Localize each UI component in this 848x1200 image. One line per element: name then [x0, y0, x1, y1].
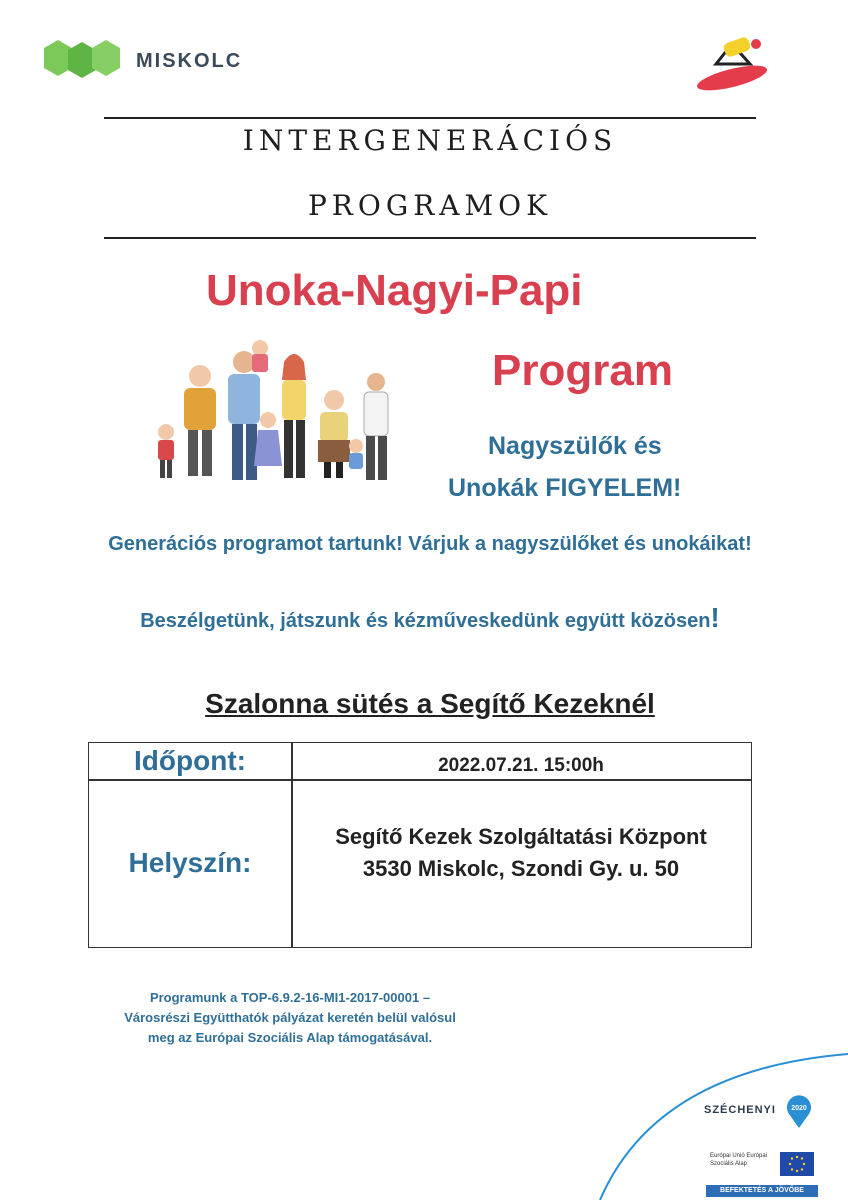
segito-kezek-logo-icon [694, 34, 770, 92]
activities-paragraph [80, 602, 780, 637]
city-name: MISKOLC [136, 50, 243, 72]
table-row-divider [89, 779, 751, 781]
eu-flag-icon [780, 1152, 814, 1176]
heading-line-2: PROGRAMOK [307, 189, 553, 222]
family-illustration [150, 336, 400, 488]
bottom-rule [104, 237, 756, 239]
funding-line-1: Programunk a TOP-6.9.2-16-MI1-2017-00001 – [149, 990, 431, 1005]
invest-banner: BEFEKTETÉS A JÖVŐBE [706, 1185, 818, 1197]
attention-line-1: Nagyszülők és [488, 432, 662, 460]
badge-year: 2020 [791, 1105, 807, 1112]
heading-line-1: INTERGENERÁCIÓS [242, 124, 618, 157]
invitation-paragraph: Generációs programot tartunk! Várjuk a nagyszülőket és unokáikat! [108, 533, 752, 555]
szechenyi-2020-badge-icon [786, 1094, 812, 1128]
place-label: Helyszín: [128, 847, 252, 878]
place-value [291, 821, 751, 885]
szechenyi-label: SZÉCHENYI [704, 1104, 776, 1116]
activities-exclamation: ! [710, 602, 720, 633]
event-info-table [88, 742, 752, 948]
funding-line-2: Városrészi Együtthatók pályázat keretén belül valósul [124, 1010, 456, 1025]
program-title-line-2: Program [492, 346, 673, 395]
time-value: 2022.07.21. 15:00h [438, 755, 604, 776]
miskolc-logo-icon [44, 38, 120, 82]
place-name: Segítő Kezek Szolgáltatási Központ [335, 824, 707, 849]
attention-line-2: Unokák FIGYELEM! [448, 474, 682, 502]
activities-text: Beszélgetünk, játszunk és kézműveskedünk együtt közösen [140, 610, 711, 632]
top-rule [104, 117, 756, 119]
funding-note [90, 988, 490, 1048]
place-address: 3530 Miskolc, Szondi Gy. u. 50 [362, 856, 680, 881]
funding-line-3: meg az Európai Szociális Alap támogatásával. [147, 1030, 433, 1045]
eu-fund-label: Európai Unió Európai Szociális Alap [710, 1153, 768, 1167]
program-title-line-1: Unoka-Nagyi-Papi [206, 266, 583, 315]
time-label: Időpont: [134, 745, 246, 776]
event-title: Szalonna sütés a Segítő Kezeknél [205, 688, 655, 719]
